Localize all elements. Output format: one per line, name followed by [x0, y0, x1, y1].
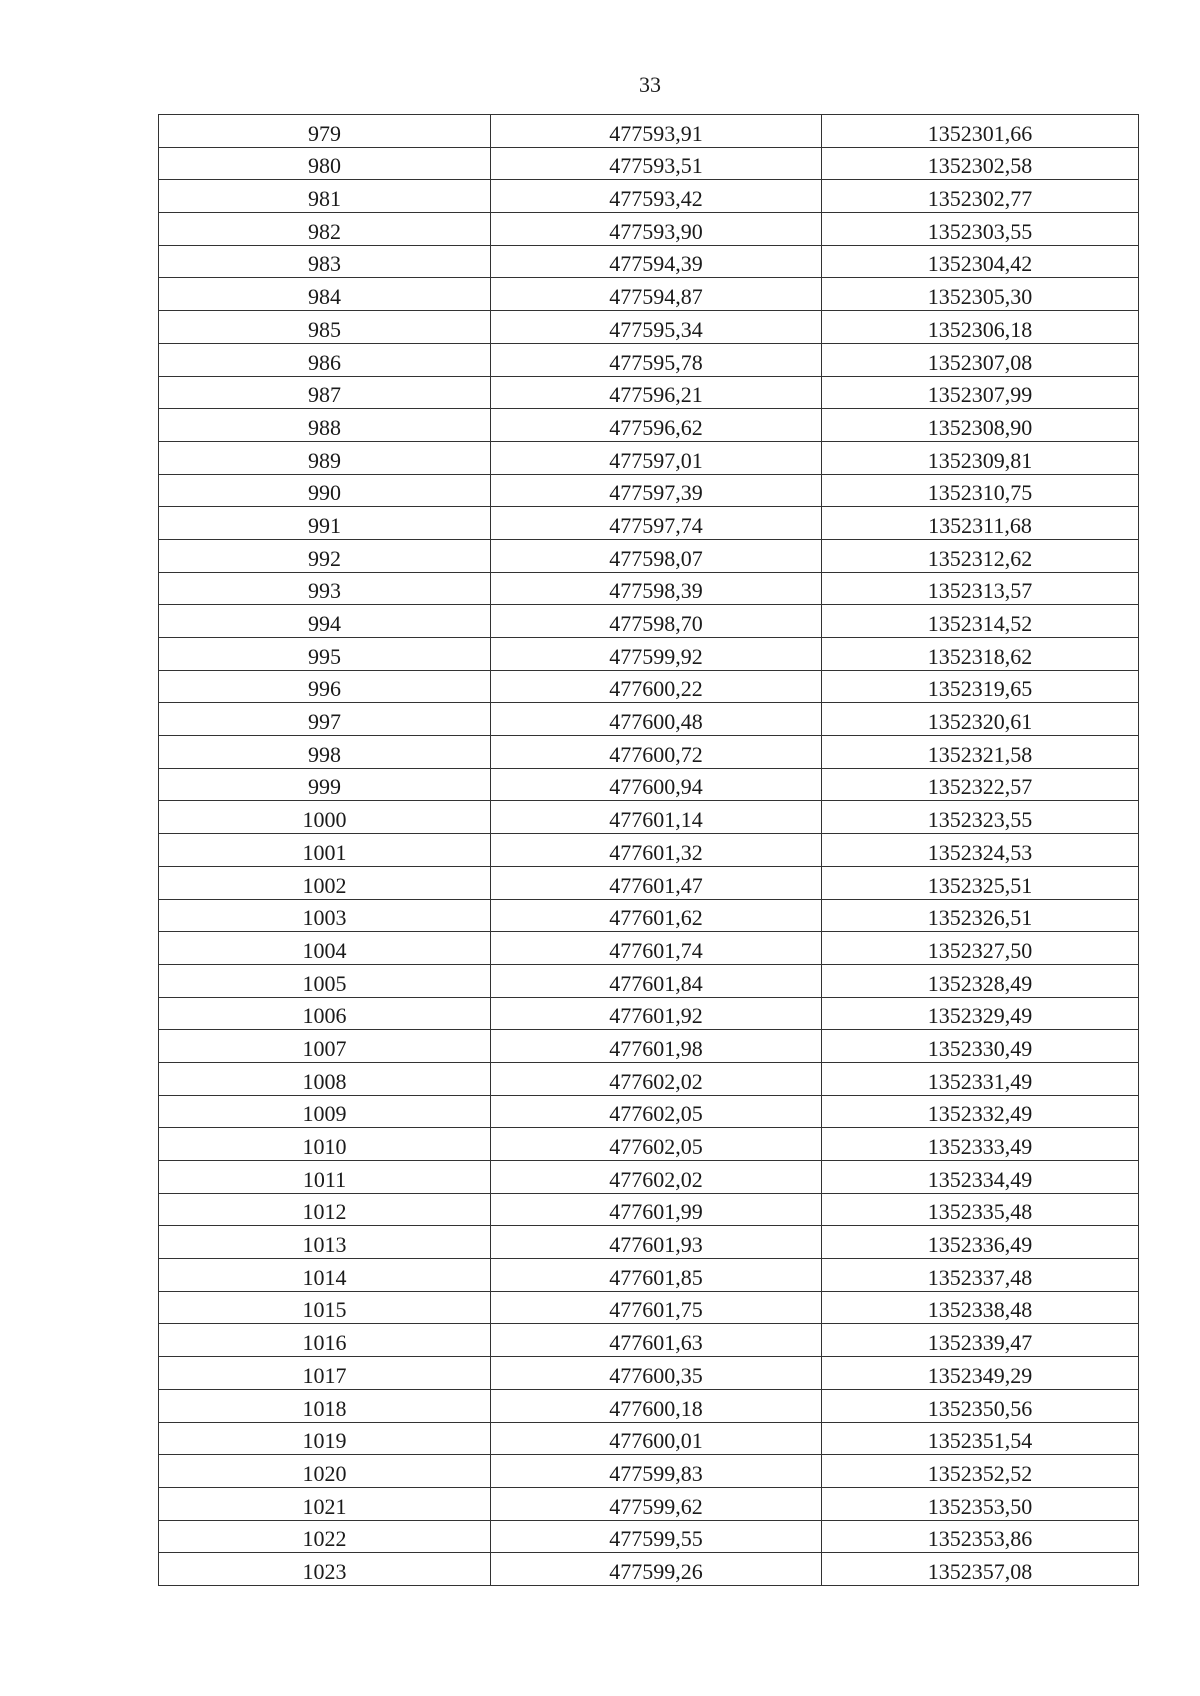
x-coordinate-cell: 477599,62 — [491, 1487, 822, 1520]
x-coordinate-cell: 477600,18 — [491, 1389, 822, 1422]
x-coordinate-cell: 477598,70 — [491, 605, 822, 638]
table-row — [159, 409, 1139, 442]
x-coordinate-cell: 477600,48 — [491, 703, 822, 736]
table-row — [159, 441, 1139, 474]
x-coordinate-cell: 477593,42 — [491, 180, 822, 213]
table-row — [159, 703, 1139, 736]
y-coordinate-cell: 1352304,42 — [822, 245, 1139, 278]
point-number-cell: 992 — [159, 539, 491, 572]
y-coordinate-cell: 1352353,86 — [822, 1520, 1139, 1553]
point-number-cell: 988 — [159, 409, 491, 442]
y-coordinate-cell: 1352320,61 — [822, 703, 1139, 736]
x-coordinate-cell: 477593,91 — [491, 115, 822, 148]
x-coordinate-cell: 477596,21 — [491, 376, 822, 409]
y-coordinate-cell: 1352311,68 — [822, 507, 1139, 540]
x-coordinate-cell: 477599,26 — [491, 1553, 822, 1586]
y-coordinate-cell: 1352329,49 — [822, 997, 1139, 1030]
x-coordinate-cell: 477597,74 — [491, 507, 822, 540]
point-number-cell: 985 — [159, 311, 491, 344]
x-coordinate-cell: 477599,83 — [491, 1455, 822, 1488]
point-number-cell: 1016 — [159, 1324, 491, 1357]
table-row — [159, 343, 1139, 376]
table-row — [159, 1062, 1139, 1095]
table-row — [159, 638, 1139, 671]
point-number-cell: 996 — [159, 670, 491, 703]
x-coordinate-cell: 477601,99 — [491, 1193, 822, 1226]
y-coordinate-cell: 1352349,29 — [822, 1357, 1139, 1390]
y-coordinate-cell: 1352328,49 — [822, 964, 1139, 997]
table-row — [159, 1128, 1139, 1161]
x-coordinate-cell: 477601,14 — [491, 801, 822, 834]
table-row — [159, 899, 1139, 932]
y-coordinate-cell: 1352336,49 — [822, 1226, 1139, 1259]
table-row — [159, 376, 1139, 409]
point-number-cell: 1011 — [159, 1161, 491, 1194]
y-coordinate-cell: 1352305,30 — [822, 278, 1139, 311]
point-number-cell: 1020 — [159, 1455, 491, 1488]
point-number-cell: 993 — [159, 572, 491, 605]
x-coordinate-cell: 477601,62 — [491, 899, 822, 932]
y-coordinate-cell: 1352352,52 — [822, 1455, 1139, 1488]
table-row — [159, 997, 1139, 1030]
point-number-cell: 994 — [159, 605, 491, 638]
y-coordinate-cell: 1352307,08 — [822, 343, 1139, 376]
table-row — [159, 1389, 1139, 1422]
y-coordinate-cell: 1352310,75 — [822, 474, 1139, 507]
x-coordinate-cell: 477600,72 — [491, 736, 822, 769]
point-number-cell: 1023 — [159, 1553, 491, 1586]
y-coordinate-cell: 1352314,52 — [822, 605, 1139, 638]
point-number-cell: 1022 — [159, 1520, 491, 1553]
x-coordinate-cell: 477594,87 — [491, 278, 822, 311]
x-coordinate-cell: 477600,01 — [491, 1422, 822, 1455]
point-number-cell: 999 — [159, 768, 491, 801]
x-coordinate-cell: 477596,62 — [491, 409, 822, 442]
table-row — [159, 1161, 1139, 1194]
table-row — [159, 507, 1139, 540]
table-row — [159, 147, 1139, 180]
table-row — [159, 866, 1139, 899]
point-number-cell: 995 — [159, 638, 491, 671]
point-number-cell: 1005 — [159, 964, 491, 997]
point-number-cell: 1018 — [159, 1389, 491, 1422]
coordinates-table-body — [159, 115, 1139, 1586]
table-row — [159, 1193, 1139, 1226]
table-row — [159, 539, 1139, 572]
y-coordinate-cell: 1352313,57 — [822, 572, 1139, 605]
point-number-cell: 1015 — [159, 1291, 491, 1324]
y-coordinate-cell: 1352333,49 — [822, 1128, 1139, 1161]
x-coordinate-cell: 477601,32 — [491, 834, 822, 867]
page-number: 33 — [639, 72, 661, 97]
point-number-cell: 1003 — [159, 899, 491, 932]
point-number-cell: 979 — [159, 115, 491, 148]
point-number-cell: 1002 — [159, 866, 491, 899]
y-coordinate-cell: 1352302,58 — [822, 147, 1139, 180]
x-coordinate-cell: 477595,34 — [491, 311, 822, 344]
x-coordinate-cell: 477601,85 — [491, 1259, 822, 1292]
table-row — [159, 605, 1139, 638]
y-coordinate-cell: 1352319,65 — [822, 670, 1139, 703]
y-coordinate-cell: 1352302,77 — [822, 180, 1139, 213]
y-coordinate-cell: 1352301,66 — [822, 115, 1139, 148]
table-row — [159, 1520, 1139, 1553]
table-row — [159, 1226, 1139, 1259]
point-number-cell: 980 — [159, 147, 491, 180]
x-coordinate-cell: 477601,98 — [491, 1030, 822, 1063]
x-coordinate-cell: 477598,39 — [491, 572, 822, 605]
table-row — [159, 1422, 1139, 1455]
table-row — [159, 1291, 1139, 1324]
table-row — [159, 1324, 1139, 1357]
table-row — [159, 932, 1139, 965]
table-row — [159, 572, 1139, 605]
point-number-cell: 1007 — [159, 1030, 491, 1063]
y-coordinate-cell: 1352309,81 — [822, 441, 1139, 474]
x-coordinate-cell: 477594,39 — [491, 245, 822, 278]
point-number-cell: 1009 — [159, 1095, 491, 1128]
table-row — [159, 964, 1139, 997]
table-row — [159, 1487, 1139, 1520]
y-coordinate-cell: 1352353,50 — [822, 1487, 1139, 1520]
table-row — [159, 278, 1139, 311]
x-coordinate-cell: 477601,93 — [491, 1226, 822, 1259]
point-number-cell: 990 — [159, 474, 491, 507]
y-coordinate-cell: 1352339,47 — [822, 1324, 1139, 1357]
point-number-cell: 991 — [159, 507, 491, 540]
table-row — [159, 1357, 1139, 1390]
table-row — [159, 1030, 1139, 1063]
table-row — [159, 115, 1139, 148]
x-coordinate-cell: 477601,92 — [491, 997, 822, 1030]
point-number-cell: 987 — [159, 376, 491, 409]
point-number-cell: 1008 — [159, 1062, 491, 1095]
table-row — [159, 1455, 1139, 1488]
table-row — [159, 1259, 1139, 1292]
x-coordinate-cell: 477602,05 — [491, 1095, 822, 1128]
y-coordinate-cell: 1352322,57 — [822, 768, 1139, 801]
table-row — [159, 834, 1139, 867]
x-coordinate-cell: 477597,39 — [491, 474, 822, 507]
x-coordinate-cell: 477601,63 — [491, 1324, 822, 1357]
y-coordinate-cell: 1352325,51 — [822, 866, 1139, 899]
point-number-cell: 989 — [159, 441, 491, 474]
point-number-cell: 986 — [159, 343, 491, 376]
table-row — [159, 213, 1139, 246]
x-coordinate-cell: 477600,35 — [491, 1357, 822, 1390]
y-coordinate-cell: 1352326,51 — [822, 899, 1139, 932]
x-coordinate-cell: 477601,47 — [491, 866, 822, 899]
y-coordinate-cell: 1352321,58 — [822, 736, 1139, 769]
x-coordinate-cell: 477601,75 — [491, 1291, 822, 1324]
point-number-cell: 1006 — [159, 997, 491, 1030]
x-coordinate-cell: 477593,90 — [491, 213, 822, 246]
y-coordinate-cell: 1352324,53 — [822, 834, 1139, 867]
point-number-cell: 982 — [159, 213, 491, 246]
point-number-cell: 1019 — [159, 1422, 491, 1455]
x-coordinate-cell: 477602,05 — [491, 1128, 822, 1161]
y-coordinate-cell: 1352318,62 — [822, 638, 1139, 671]
x-coordinate-cell: 477597,01 — [491, 441, 822, 474]
y-coordinate-cell: 1352327,50 — [822, 932, 1139, 965]
y-coordinate-cell: 1352306,18 — [822, 311, 1139, 344]
y-coordinate-cell: 1352335,48 — [822, 1193, 1139, 1226]
point-number-cell: 981 — [159, 180, 491, 213]
table-row — [159, 180, 1139, 213]
table-row — [159, 1553, 1139, 1586]
x-coordinate-cell: 477601,74 — [491, 932, 822, 965]
x-coordinate-cell: 477593,51 — [491, 147, 822, 180]
point-number-cell: 1013 — [159, 1226, 491, 1259]
x-coordinate-cell: 477599,55 — [491, 1520, 822, 1553]
y-coordinate-cell: 1352331,49 — [822, 1062, 1139, 1095]
point-number-cell: 997 — [159, 703, 491, 736]
y-coordinate-cell: 1352357,08 — [822, 1553, 1139, 1586]
x-coordinate-cell: 477595,78 — [491, 343, 822, 376]
y-coordinate-cell: 1352308,90 — [822, 409, 1139, 442]
table-row — [159, 670, 1139, 703]
point-number-cell: 1012 — [159, 1193, 491, 1226]
x-coordinate-cell: 477602,02 — [491, 1062, 822, 1095]
point-number-cell: 998 — [159, 736, 491, 769]
point-number-cell: 984 — [159, 278, 491, 311]
point-number-cell: 1000 — [159, 801, 491, 834]
y-coordinate-cell: 1352330,49 — [822, 1030, 1139, 1063]
y-coordinate-cell: 1352303,55 — [822, 213, 1139, 246]
table-row — [159, 311, 1139, 344]
y-coordinate-cell: 1352323,55 — [822, 801, 1139, 834]
point-number-cell: 1021 — [159, 1487, 491, 1520]
point-number-cell: 1014 — [159, 1259, 491, 1292]
x-coordinate-cell: 477599,92 — [491, 638, 822, 671]
x-coordinate-cell: 477602,02 — [491, 1161, 822, 1194]
y-coordinate-cell: 1352350,56 — [822, 1389, 1139, 1422]
y-coordinate-cell: 1352307,99 — [822, 376, 1139, 409]
table-row — [159, 1095, 1139, 1128]
table-row — [159, 801, 1139, 834]
y-coordinate-cell: 1352334,49 — [822, 1161, 1139, 1194]
x-coordinate-cell: 477600,94 — [491, 768, 822, 801]
y-coordinate-cell: 1352332,49 — [822, 1095, 1139, 1128]
y-coordinate-cell: 1352338,48 — [822, 1291, 1139, 1324]
y-coordinate-cell: 1352337,48 — [822, 1259, 1139, 1292]
point-number-cell: 1010 — [159, 1128, 491, 1161]
table-row — [159, 736, 1139, 769]
table-row — [159, 474, 1139, 507]
x-coordinate-cell: 477598,07 — [491, 539, 822, 572]
y-coordinate-cell: 1352351,54 — [822, 1422, 1139, 1455]
point-number-cell: 1017 — [159, 1357, 491, 1390]
table-row — [159, 768, 1139, 801]
y-coordinate-cell: 1352312,62 — [822, 539, 1139, 572]
coordinates-table — [158, 114, 1139, 1586]
point-number-cell: 1004 — [159, 932, 491, 965]
x-coordinate-cell: 477601,84 — [491, 964, 822, 997]
x-coordinate-cell: 477600,22 — [491, 670, 822, 703]
point-number-cell: 983 — [159, 245, 491, 278]
table-row — [159, 245, 1139, 278]
point-number-cell: 1001 — [159, 834, 491, 867]
